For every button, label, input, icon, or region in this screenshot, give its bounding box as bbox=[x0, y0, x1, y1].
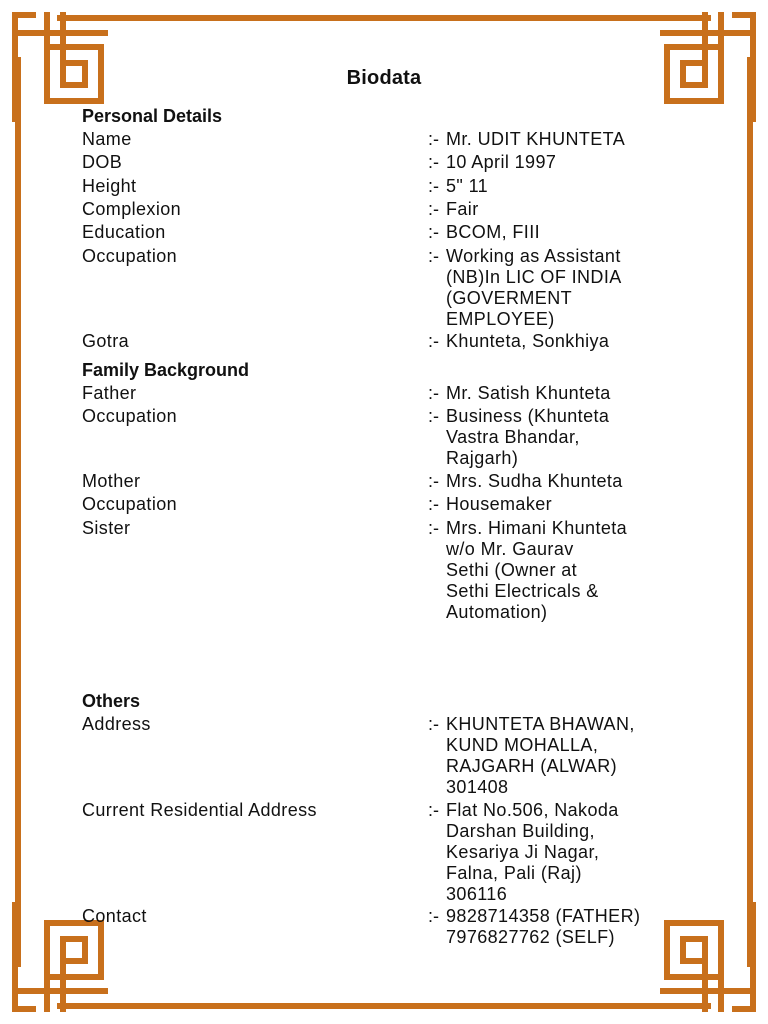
value-line: Darshan Building, bbox=[446, 821, 595, 841]
field-label-contact: Contact bbox=[82, 906, 147, 926]
field-separator: :- bbox=[428, 494, 439, 514]
value-line: Mrs. Sudha Khunteta bbox=[446, 471, 623, 491]
value-line: Khunteta, Sonkhiya bbox=[446, 331, 610, 351]
value-line: 306116 bbox=[446, 884, 508, 904]
value-line: KUND MOHALLA, bbox=[446, 735, 599, 755]
field-label-height: Height bbox=[82, 176, 137, 196]
value-line: Kesariya Ji Nagar, bbox=[446, 842, 600, 862]
value-line: Automation) bbox=[446, 602, 548, 622]
field-value-mother-occupation bbox=[446, 494, 731, 515]
value-line: RAJGARH (ALWAR) bbox=[446, 756, 618, 776]
value-line: Mrs. Himani Khunteta bbox=[446, 518, 628, 538]
value-line: Working as Assistant bbox=[446, 246, 621, 266]
value-line: KHUNTETA BHAWAN, bbox=[446, 714, 635, 734]
field-label-name: Name bbox=[82, 129, 132, 149]
field-value-current-residential-address bbox=[446, 800, 731, 905]
section-heading-others: Others bbox=[82, 691, 141, 711]
field-separator: :- bbox=[428, 176, 439, 196]
field-value-father bbox=[446, 383, 731, 404]
value-line: Housemaker bbox=[446, 494, 553, 514]
field-label-occupation: Occupation bbox=[82, 246, 178, 266]
value-line: 9828714358 (FATHER) bbox=[446, 906, 641, 926]
field-separator: :- bbox=[428, 152, 439, 172]
value-line: Sethi Electricals & bbox=[446, 581, 599, 601]
field-label-mother: Mother bbox=[82, 471, 141, 491]
field-separator: :- bbox=[428, 518, 439, 538]
value-line: Fair bbox=[446, 199, 479, 219]
document-title: Biodata bbox=[346, 67, 422, 89]
field-separator: :- bbox=[428, 471, 439, 491]
field-separator: :- bbox=[428, 406, 439, 426]
value-line: Rajgarh) bbox=[446, 448, 519, 468]
field-label-dob: DOB bbox=[82, 152, 123, 172]
field-separator: :- bbox=[428, 714, 439, 734]
value-line: Mr. Satish Khunteta bbox=[446, 383, 611, 403]
field-value-contact bbox=[446, 906, 731, 948]
field-separator: :- bbox=[428, 199, 439, 219]
value-line: Mr. UDIT KHUNTETA bbox=[446, 129, 626, 149]
value-line: Falna, Pali (Raj) bbox=[446, 863, 582, 883]
value-line: Sethi (Owner at bbox=[446, 560, 578, 580]
value-line: (NB)In LIC OF INDIA bbox=[446, 267, 622, 287]
field-value-name bbox=[446, 129, 731, 150]
field-value-education bbox=[446, 222, 731, 243]
field-value-gotra bbox=[446, 331, 731, 352]
field-separator: :- bbox=[428, 800, 439, 820]
field-label-mother-occupation: Occupation bbox=[82, 494, 178, 514]
field-value-occupation bbox=[446, 246, 731, 330]
field-separator: :- bbox=[428, 129, 439, 149]
field-separator: :- bbox=[428, 246, 439, 266]
field-label-father-occupation: Occupation bbox=[82, 406, 178, 426]
value-line: w/o Mr. Gaurav bbox=[446, 539, 574, 559]
field-value-dob bbox=[446, 152, 731, 173]
field-label-gotra: Gotra bbox=[82, 331, 130, 351]
value-line: 301408 bbox=[446, 777, 509, 797]
field-label-address: Address bbox=[82, 714, 151, 734]
field-separator: :- bbox=[428, 383, 439, 403]
field-value-address bbox=[446, 714, 731, 798]
value-line: Vastra Bhandar, bbox=[446, 427, 580, 447]
field-value-sister bbox=[446, 518, 731, 623]
field-value-height bbox=[446, 176, 731, 197]
field-label-education: Education bbox=[82, 222, 166, 242]
section-heading-personal-details: Personal Details bbox=[82, 106, 223, 126]
value-line: 10 April 1997 bbox=[446, 152, 557, 172]
field-label-sister: Sister bbox=[82, 518, 131, 538]
field-label-father: Father bbox=[82, 383, 137, 403]
field-value-complexion bbox=[446, 199, 731, 220]
field-separator: :- bbox=[428, 222, 439, 242]
value-line: EMPLOYEE) bbox=[446, 309, 555, 329]
value-line: Flat No.506, Nakoda bbox=[446, 800, 619, 820]
field-label-complexion: Complexion bbox=[82, 199, 182, 219]
value-line: BCOM, FIII bbox=[446, 222, 540, 242]
field-value-father-occupation bbox=[446, 406, 731, 469]
field-label-current-residential-address: Current Residential Address bbox=[82, 800, 317, 820]
field-value-mother bbox=[446, 471, 731, 492]
value-line: (GOVERMENT bbox=[446, 288, 573, 308]
field-separator: :- bbox=[428, 906, 439, 926]
value-line: 7976827762 (SELF) bbox=[446, 927, 615, 947]
value-line: 5" 11 bbox=[446, 176, 489, 196]
value-line: Business (Khunteta bbox=[446, 406, 610, 426]
section-heading-family-background: Family Background bbox=[82, 360, 250, 380]
field-separator: :- bbox=[428, 331, 439, 351]
